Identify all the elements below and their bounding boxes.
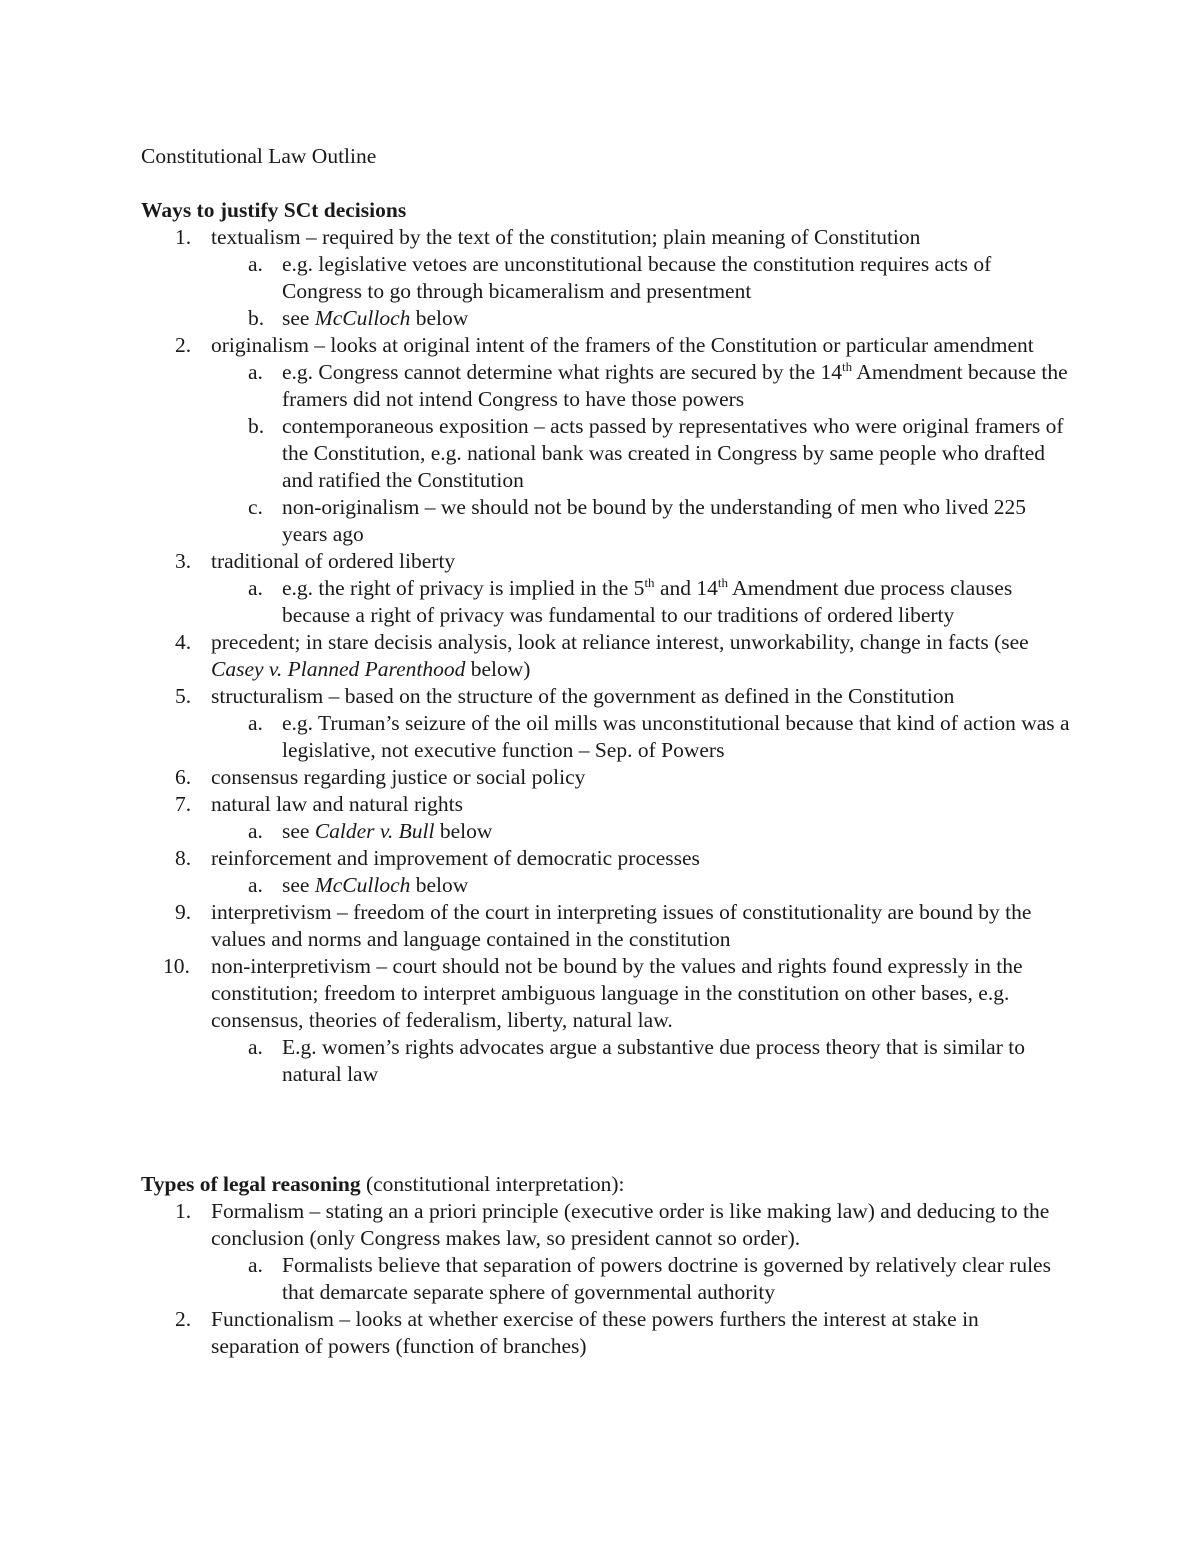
sub-item-text: [282, 359, 1071, 413]
sub-letter: a.: [248, 1253, 263, 1277]
text-run: see: [282, 819, 315, 843]
section-heading-text: Ways to justify SCt decisions: [141, 198, 407, 222]
list-item-text: [211, 629, 1071, 683]
list-item: [141, 629, 1071, 683]
list-item-text: interpretivism – freedom of the court in interpreting issues of constitutionality are bound by the values and norms and language contained in the constitution: [211, 900, 1032, 951]
case-name: McCulloch: [314, 873, 411, 897]
list-number: 8.: [175, 846, 192, 870]
list-number: 3.: [175, 549, 192, 573]
list-item: [141, 1198, 1071, 1252]
list-item: [141, 845, 1071, 872]
list-item-text: non-interpretivism – court should not be bound by the values and rights found expressly in the constitution; freedom to interpret ambiguous language in the constitution on other bases, e.g. consensus, theories of federalism, liberty, natural law.: [211, 954, 1023, 1032]
list-item: [141, 791, 1071, 818]
sub-item-text: [282, 872, 1071, 899]
section-heading-rest: (constitutional interpretation):: [360, 1172, 625, 1196]
sub-item-text: E.g. women’s rights advocates argue a substantive due process theory that is similar to natural law: [282, 1035, 1025, 1086]
sub-item-text: [282, 575, 1071, 629]
text-run: see: [282, 306, 315, 330]
sub-letter: a.: [248, 873, 263, 897]
list-number: 9.: [175, 900, 192, 924]
sub-item: [141, 305, 1071, 332]
list-item-text: Formalism – stating an a priori principle (executive order is like making law) and deducing to the conclusion (only Congress makes law, so president cannot so order).: [211, 1199, 1050, 1250]
text-run: e.g. Congress cannot determine what rights are secured by the 14: [282, 360, 843, 384]
text-run: precedent; in stare decisis analysis, look at reliance interest, unworkability, change in facts (see: [211, 630, 1029, 654]
sub-item-text: [282, 818, 1071, 845]
text-run: Amendment due process clauses because a right of privacy was fundamental to our traditions of ordered liberty: [282, 576, 1013, 627]
superscript: th: [644, 575, 655, 590]
list-number: 1.: [175, 225, 192, 249]
list-item: [141, 548, 1071, 575]
list-item-text: Functionalism – looks at whether exercise of these powers furthers the interest at stake in separation of powers (function of branches): [211, 1307, 979, 1358]
text-run: Amendment because the framers did not intend Congress to have those powers: [282, 360, 1068, 411]
sub-item: [141, 413, 1071, 494]
section-heading-bold: Types of legal reasoning: [141, 1172, 361, 1196]
list-item-text: originalism – looks at original intent of the framers of the Constitution or particular amendment: [211, 333, 1034, 357]
list-item: [141, 332, 1071, 359]
list-item-text: textualism – required by the text of the constitution; plain meaning of Constitution: [211, 225, 921, 249]
sub-letter: a.: [248, 576, 263, 600]
list-item: [141, 1306, 1071, 1360]
text-run: and 14: [654, 576, 718, 600]
sub-item-text: [282, 305, 1071, 332]
text-run: below: [410, 873, 469, 897]
sub-item-text: e.g. Truman’s seizure of the oil mills was unconstitutional because that kind of action was a legislative, not executive function – Sep. of Powers: [282, 711, 1070, 762]
sub-item: [141, 710, 1071, 764]
section-heading: [141, 197, 1071, 224]
list-item-text: consensus regarding justice or social policy: [211, 765, 586, 789]
case-name: Casey v. Planned Parenthood: [211, 657, 466, 681]
sub-letter: a.: [248, 1035, 263, 1059]
list-item: [141, 953, 1071, 1034]
list-number: 5.: [175, 684, 192, 708]
sub-letter: a.: [248, 711, 263, 735]
list-item: [141, 683, 1071, 710]
sub-letter: c.: [248, 495, 263, 519]
superscript: th: [717, 575, 728, 590]
sub-item: [141, 575, 1071, 629]
section-ways-to-justify: [141, 197, 1071, 1088]
case-name: McCulloch: [314, 306, 411, 330]
sub-letter: b.: [248, 414, 265, 438]
sub-item-text: contemporaneous exposition – acts passed by representatives who were original framers of the Constitution, e.g. national bank was created in Congress by same people who drafted and ratified the Constitution: [282, 414, 1064, 492]
text-run: below): [465, 657, 531, 681]
list-number: 2.: [175, 1307, 192, 1331]
text-run: below: [434, 819, 493, 843]
list-item: [141, 899, 1071, 953]
superscript: th: [842, 359, 853, 374]
text-run: e.g. the right of privacy is implied in the 5: [282, 576, 645, 600]
list-item-text: traditional of ordered liberty: [211, 549, 456, 573]
list-number: 4.: [175, 630, 192, 654]
sub-item: [141, 872, 1071, 899]
list-item: [141, 224, 1071, 251]
sub-item: [141, 251, 1071, 305]
list-number: 1.: [175, 1199, 192, 1223]
sub-item-text: non-originalism – we should not be bound by the understanding of men who lived 225 years ago: [282, 495, 1027, 546]
sub-letter: a.: [248, 252, 263, 276]
sub-letter: a.: [248, 360, 263, 384]
document-title: Constitutional Law Outline: [141, 144, 377, 168]
sub-letter: a.: [248, 819, 263, 843]
list-item: [141, 764, 1071, 791]
text-run: below: [410, 306, 469, 330]
sub-item: [141, 1252, 1071, 1306]
section-types-of-legal-reasoning: [141, 1171, 1071, 1360]
list-number: 7.: [175, 792, 192, 816]
list-item-text: structuralism – based on the structure of the government as defined in the Constitution: [211, 684, 955, 708]
sub-item: [141, 494, 1071, 548]
sub-item-text: Formalists believe that separation of powers doctrine is governed by relatively clear rules that demarcate separate sphere of governmental authority: [282, 1253, 1051, 1304]
sub-item: [141, 1034, 1071, 1088]
list-item-text: reinforcement and improvement of democratic processes: [211, 846, 700, 870]
text-run: see: [282, 873, 315, 897]
section-heading: [141, 1171, 1071, 1198]
case-name: Calder v. Bull: [314, 819, 435, 843]
list-item-text: natural law and natural rights: [211, 792, 463, 816]
list-number: 10.: [163, 954, 190, 978]
list-number: 2.: [175, 333, 192, 357]
sub-item-text: e.g. legislative vetoes are unconstitutional because the constitution requires acts of Congress to go through bicameralism and presentment: [282, 252, 992, 303]
sub-item: [141, 359, 1071, 413]
list-number: 6.: [175, 765, 192, 789]
sub-item: [141, 818, 1071, 845]
sub-letter: b.: [248, 306, 265, 330]
